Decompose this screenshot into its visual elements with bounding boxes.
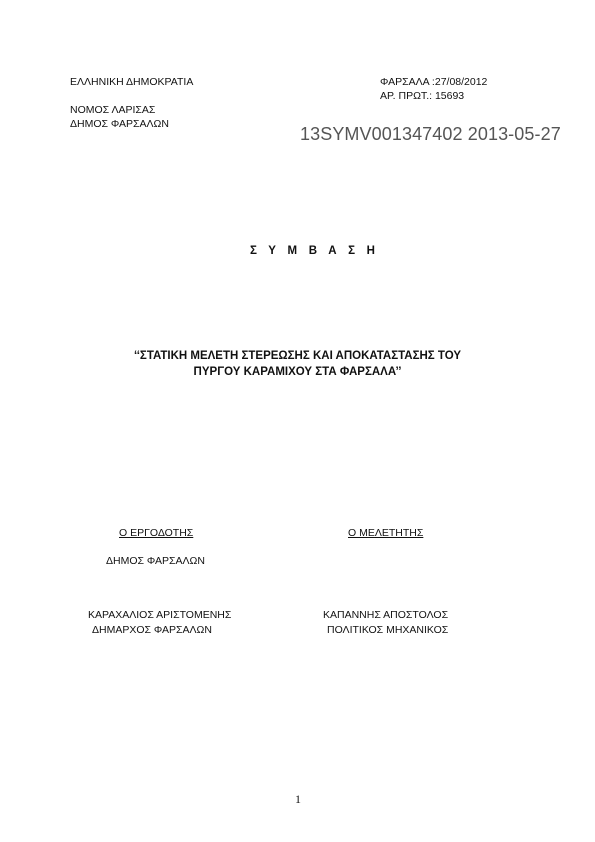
prefecture-name: ΝΟΜΟΣ ΛΑΡΙΣΑΣ xyxy=(70,104,156,116)
subject-line-1: ‘‘ΣΤΑΤΙΚΗ ΜΕΛΕΤΗ ΣΤΕΡΕΩΣΗΣ ΚΑΙ ΑΠΟΚΑΤΑΣΤΑΣΗΣ ΤΟΥ xyxy=(133,350,462,362)
employer-entity: ΔΗΜΟΣ ΦΑΡΣΑΛΩΝ xyxy=(106,555,205,567)
employer-name: ΚΑΡΑΧΑΛΙΟΣ ΑΡΙΣΤΟΜΕΝΗΣ xyxy=(88,609,232,621)
protocol-number: ΑΡ. ΠΡΩΤ.: 15693 xyxy=(380,90,465,102)
subject-line-2: ΠΥΡΓΟΥ ΚΑΡΑΜΙΧΟΥ ΣΤΑ ΦΑΡΣΑΛΑ’’ xyxy=(193,366,402,378)
ada-code: 13SYMV001347402 2013-05-27 xyxy=(300,124,561,144)
contractor-heading: Ο ΜΕΛΕΤΗΤΗΣ xyxy=(348,527,424,539)
municipality-name: ΔΗΜΟΣ ΦΑΡΣΑΛΩΝ xyxy=(70,118,169,130)
document-title: Σ Υ Μ Β Α Σ Η xyxy=(250,245,380,257)
place-date: ΦΑΡΣΑΛΑ :27/08/2012 xyxy=(380,76,488,88)
state-name: ΕΛΛΗΝΙΚΗ ΔΗΜΟΚΡΑΤΙΑ xyxy=(70,76,194,88)
contractor-role: ΠΟΛΙΤΙΚΟΣ ΜΗΧΑΝΙΚΟΣ xyxy=(327,624,449,636)
contractor-name: ΚΑΠΑΝΝΗΣ ΑΠΟΣΤΟΛΟΣ xyxy=(323,609,449,621)
employer-heading: Ο ΕΡΓΟΔΟΤΗΣ xyxy=(119,527,194,539)
page-number: 1 xyxy=(295,792,301,806)
employer-role: ΔΗΜΑΡΧΟΣ ΦΑΡΣΑΛΩΝ xyxy=(92,624,212,636)
